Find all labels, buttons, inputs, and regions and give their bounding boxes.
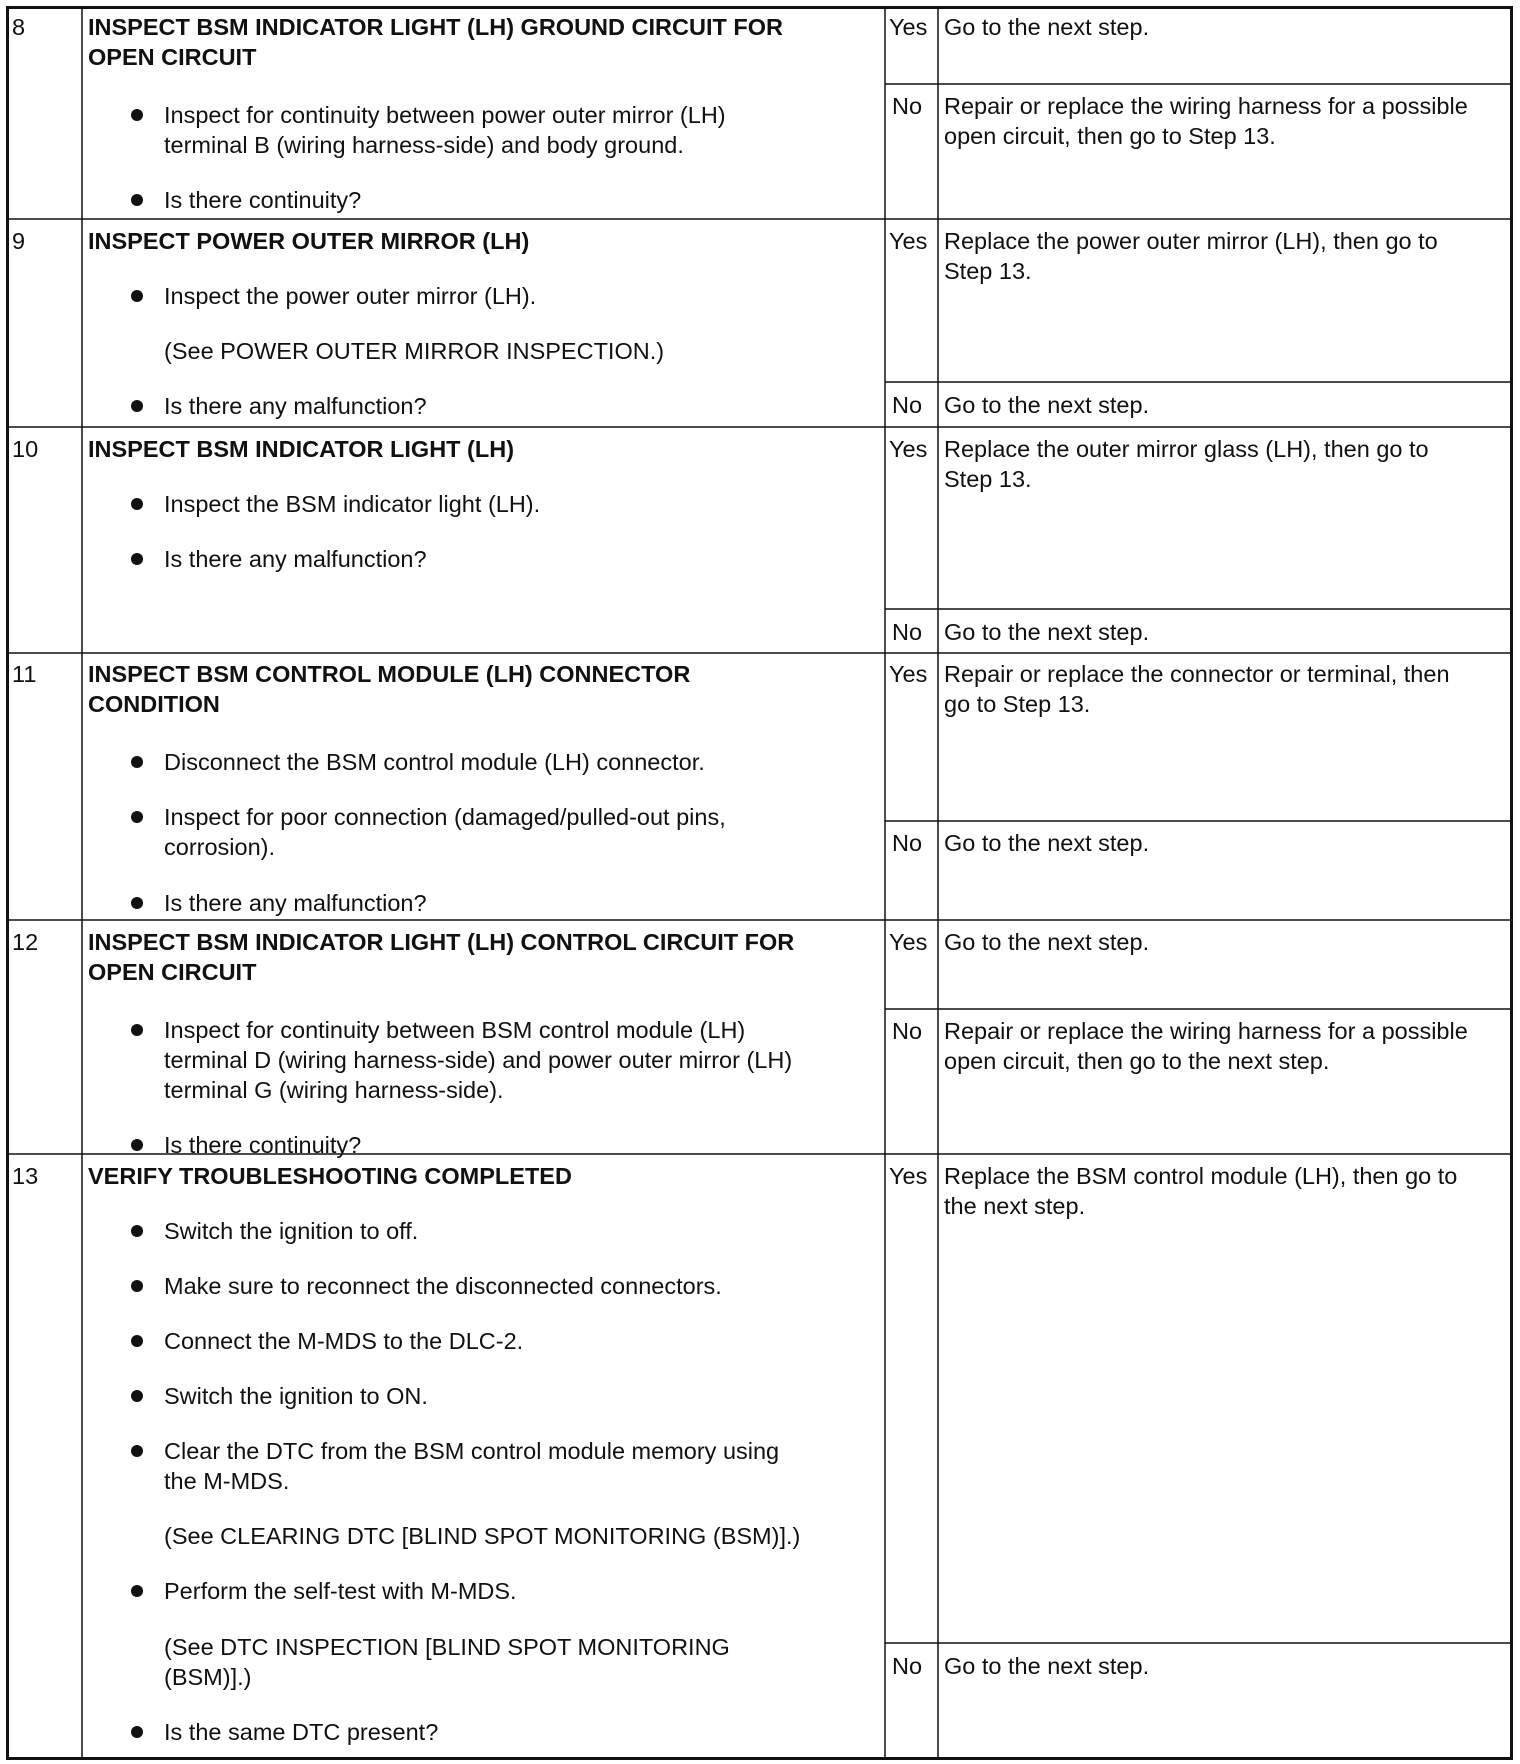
step-number: 11: [12, 661, 37, 687]
yes-label: Yes: [889, 228, 928, 254]
step-item: Switch the ignition to ON.: [164, 1383, 428, 1409]
step-item: Make sure to reconnect the disconnected connectors.: [164, 1273, 722, 1299]
no-label: No: [892, 619, 923, 645]
step-title: INSPECT POWER OUTER MIRROR (LH): [88, 228, 530, 254]
step-item: Is there any malfunction?: [164, 393, 427, 419]
no-label: No: [892, 830, 923, 856]
bullet-icon: [131, 109, 143, 121]
yes-action: Go to the next step.: [944, 929, 1150, 955]
yes-action: Step 13.: [944, 466, 1032, 492]
bullet-icon: [131, 553, 143, 565]
step-item: terminal D (wiring harness-side) and power outer mirror (LH): [164, 1047, 793, 1073]
step-item: Is there continuity?: [164, 187, 362, 213]
yes-label: Yes: [889, 436, 928, 462]
step-item: corrosion).: [164, 834, 276, 860]
yes-action: Go to the next step.: [944, 14, 1150, 40]
step-title: INSPECT BSM INDICATOR LIGHT (LH): [88, 436, 515, 462]
step-item: Connect the M-MDS to the DLC-2.: [164, 1328, 524, 1354]
bullet-icon: [131, 1445, 143, 1457]
table-grid: [6, 6, 1513, 1760]
step-item: Disconnect the BSM control module (LH) connector.: [164, 749, 705, 775]
bullet-icon: [131, 1225, 143, 1237]
step-number: 12: [12, 929, 39, 955]
step-item: terminal B (wiring harness-side) and body ground.: [164, 132, 684, 158]
step-item: Inspect for continuity between power outer mirror (LH): [164, 102, 726, 128]
no-action: Repair or replace the wiring harness for a possible: [944, 93, 1468, 119]
step-item: Inspect for poor connection (damaged/pulled-out pins,: [164, 804, 726, 830]
bullet-icon: [131, 811, 143, 823]
bullet-icon: [131, 1024, 143, 1036]
troubleshooting-table: [6, 6, 1513, 1760]
bullet-icon: [131, 756, 143, 768]
bullet-icon: [131, 498, 143, 510]
no-action: Go to the next step.: [944, 1653, 1150, 1679]
step-item: Is there continuity?: [164, 1132, 362, 1158]
step-item: Is there any malfunction?: [164, 546, 427, 572]
no-label: No: [892, 1018, 923, 1044]
step-item: Is the same DTC present?: [164, 1719, 439, 1745]
step-title: OPEN CIRCUIT: [88, 959, 257, 985]
bullet-icon: [131, 1139, 143, 1151]
no-action: open circuit, then go to Step 13.: [944, 123, 1276, 149]
yes-label: Yes: [889, 14, 928, 40]
step-note: (BSM)].): [164, 1664, 252, 1690]
step-item: Inspect the BSM indicator light (LH).: [164, 491, 541, 517]
step-title: INSPECT BSM CONTROL MODULE (LH) CONNECTOR: [88, 661, 691, 687]
yes-label: Yes: [889, 661, 928, 687]
bullet-icon: [131, 1390, 143, 1402]
step-item: Is there any malfunction?: [164, 890, 427, 916]
step-number: 13: [12, 1163, 39, 1189]
step-title: INSPECT BSM INDICATOR LIGHT (LH) CONTROL CIRCUIT FOR: [88, 929, 795, 955]
step-item: the M-MDS.: [164, 1468, 290, 1494]
bullet-icon: [131, 1280, 143, 1292]
bullet-icon: [131, 897, 143, 909]
bullet-icon: [131, 1726, 143, 1738]
step-item: Inspect for continuity between BSM control module (LH): [164, 1017, 746, 1043]
step-item: terminal G (wiring harness-side).: [164, 1077, 504, 1103]
yes-action: Replace the power outer mirror (LH), then go to: [944, 228, 1438, 254]
yes-action: Repair or replace the connector or terminal, then: [944, 661, 1450, 687]
step-number: 9: [12, 228, 26, 254]
yes-action: Replace the outer mirror glass (LH), then go to: [944, 436, 1429, 462]
step-item: Clear the DTC from the BSM control module memory using: [164, 1438, 780, 1464]
no-action: Repair or replace the wiring harness for a possible: [944, 1018, 1468, 1044]
bullet-icon: [131, 1585, 143, 1597]
step-number: 8: [12, 14, 26, 40]
bullet-icon: [131, 1335, 143, 1347]
no-action: Go to the next step.: [944, 392, 1150, 418]
step-title: VERIFY TROUBLESHOOTING COMPLETED: [88, 1163, 572, 1189]
yes-action: go to Step 13.: [944, 691, 1091, 717]
yes-action: the next step.: [944, 1193, 1086, 1219]
no-label: No: [892, 1653, 923, 1679]
no-action: open circuit, then go to the next step.: [944, 1048, 1330, 1074]
no-action: Go to the next step.: [944, 619, 1150, 645]
step-item: Perform the self-test with M-MDS.: [164, 1578, 517, 1604]
step-item: Inspect the power outer mirror (LH).: [164, 283, 537, 309]
step-note: (See DTC INSPECTION [BLIND SPOT MONITORING: [164, 1634, 730, 1660]
bullet-icon: [131, 400, 143, 412]
step-title: CONDITION: [88, 691, 220, 717]
yes-label: Yes: [889, 1163, 928, 1189]
step-note: (See POWER OUTER MIRROR INSPECTION.): [164, 338, 665, 364]
bullet-icon: [131, 194, 143, 206]
step-number: 10: [12, 436, 39, 462]
yes-action: Step 13.: [944, 258, 1032, 284]
no-label: No: [892, 392, 923, 418]
step-note: (See CLEARING DTC [BLIND SPOT MONITORING (BSM)].): [164, 1523, 801, 1549]
bullet-icon: [131, 290, 143, 302]
yes-label: Yes: [889, 929, 928, 955]
step-title: OPEN CIRCUIT: [88, 44, 257, 70]
no-action: Go to the next step.: [944, 830, 1150, 856]
step-title: INSPECT BSM INDICATOR LIGHT (LH) GROUND CIRCUIT FOR: [88, 14, 783, 40]
no-label: No: [892, 93, 923, 119]
step-item: Switch the ignition to off.: [164, 1218, 419, 1244]
yes-action: Replace the BSM control module (LH), then go to: [944, 1163, 1458, 1189]
